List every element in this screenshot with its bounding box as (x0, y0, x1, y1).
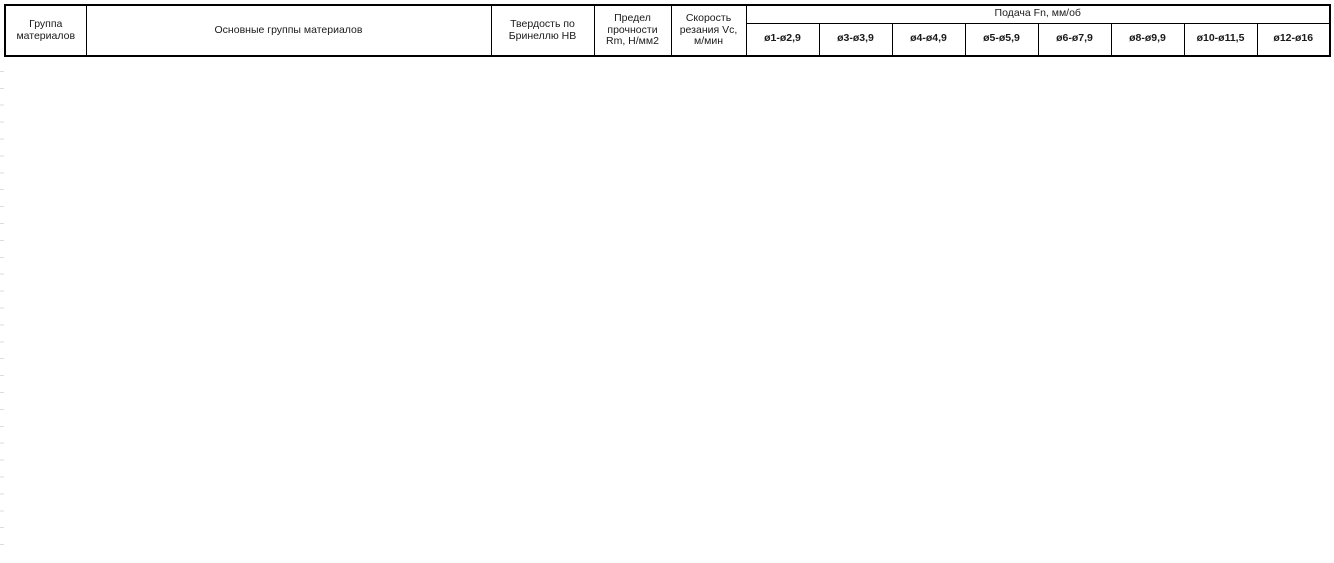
header-diameter-range[interactable]: ø8-ø9,9 (1111, 23, 1184, 56)
header-main-groups[interactable]: Основные группы материалов (86, 5, 491, 56)
header-diameter-range[interactable]: ø5-ø5,9 (965, 23, 1038, 56)
table-header (5, 5, 1330, 56)
header-row-top (5, 5, 1330, 23)
drilling-parameters-table (4, 4, 1331, 57)
header-diameter-range[interactable]: ø3-ø3,9 (819, 23, 892, 56)
header-tensile-strength[interactable]: Предел прочности Rm, Н/мм2 (594, 5, 671, 56)
header-diameter-range[interactable]: ø1-ø2,9 (746, 23, 819, 56)
header-feed-title[interactable]: Подача Fn, мм/об (746, 5, 1330, 23)
excel-gridlines-gutter (0, 55, 4, 559)
header-diameter-range[interactable]: ø12-ø16 (1257, 23, 1330, 56)
header-diameter-range[interactable]: ø10-ø11,5 (1184, 23, 1257, 56)
header-diameter-range[interactable]: ø6-ø7,9 (1038, 23, 1111, 56)
header-cutting-speed[interactable]: Скорость резания Vc, м/мин (671, 5, 746, 56)
header-brinell-hardness[interactable]: Твердость по Бринеллю HB (491, 5, 594, 56)
header-diameter-range[interactable]: ø4-ø4,9 (892, 23, 965, 56)
header-material-group[interactable]: Группа материалов (5, 5, 86, 56)
